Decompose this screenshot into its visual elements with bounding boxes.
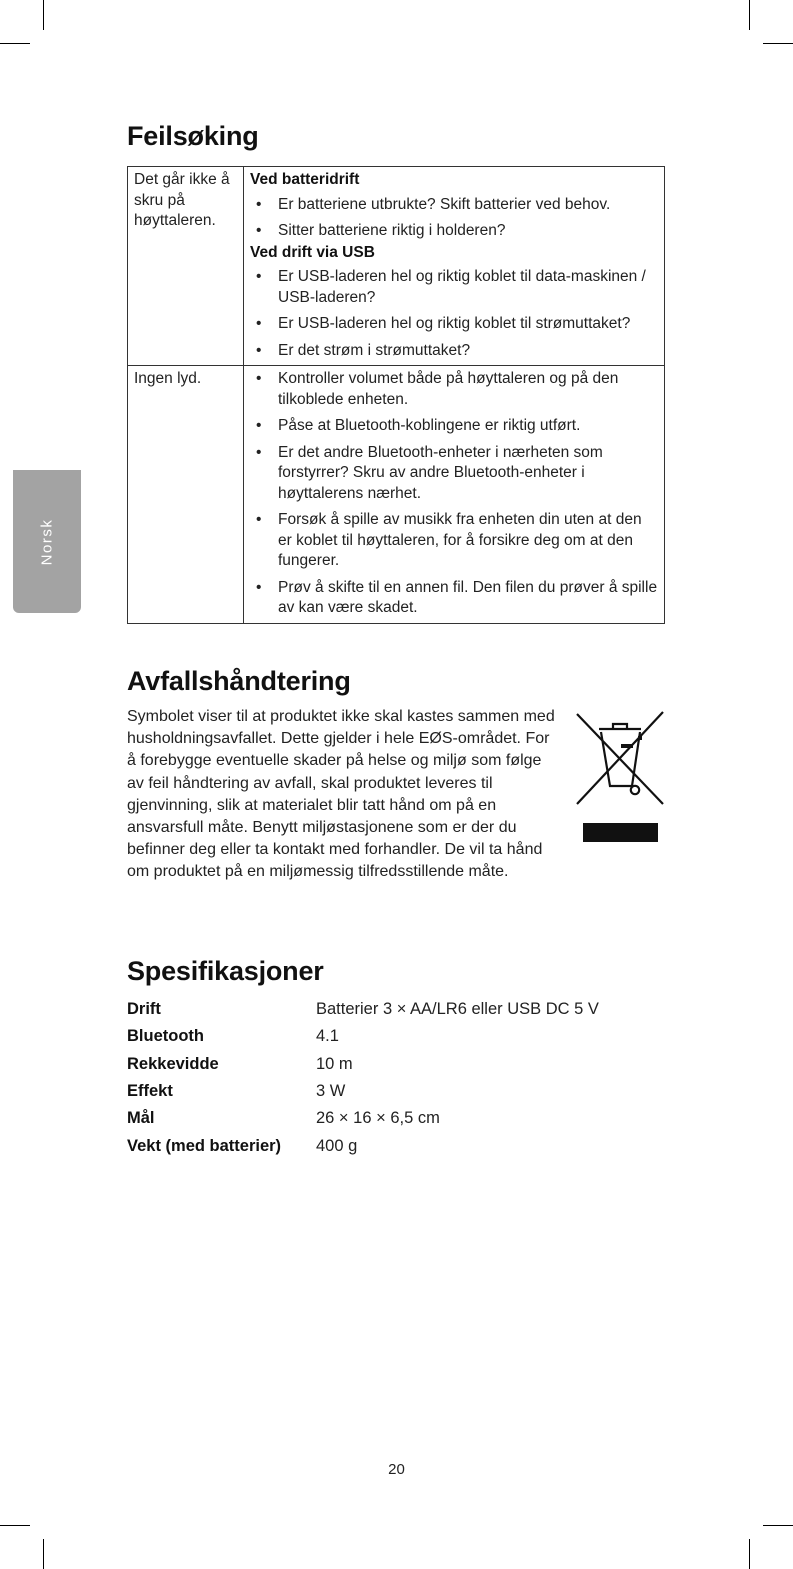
- subheading: Ved drift via USB: [250, 243, 375, 261]
- spec-label: Drift: [127, 1000, 161, 1019]
- crop-mark: [763, 1525, 793, 1526]
- crop-mark: [0, 1525, 30, 1526]
- list-item: • Er det strøm i strømuttaket?: [250, 341, 658, 362]
- list-item: • Sitter batteriene riktig i holderen?: [250, 221, 658, 242]
- spec-label: Effekt: [127, 1082, 173, 1101]
- table-row: [127, 1023, 599, 1050]
- spec-value: 4.1: [316, 1027, 339, 1046]
- table-row: [127, 996, 599, 1023]
- crop-mark: [749, 1539, 750, 1569]
- spec-label: Vekt (med batterier): [127, 1136, 282, 1155]
- spec-value: 400 g: [316, 1136, 358, 1155]
- crop-mark: [43, 0, 44, 30]
- problem-cell: Ingen lyd.: [128, 366, 244, 624]
- language-tab-label: Norsk: [38, 518, 56, 565]
- separate-collection-bar: [583, 823, 658, 842]
- specs-title: Spesifikasjoner: [127, 956, 324, 986]
- list-item: • Er USB-laderen hel og riktig koblet til strømuttaket?: [250, 314, 658, 335]
- spec-value: Batterier 3 × AA/LR6 eller USB DC 5 V: [316, 1000, 599, 1019]
- list-item: • Er batteriene utbrukte? Skift batterier ved behov.: [250, 195, 658, 216]
- problem-cell: Det går ikke å skru på høyttaleren.: [128, 167, 244, 366]
- spec-label: Mål: [127, 1109, 155, 1128]
- subheading: Ved batteridrift: [250, 171, 360, 188]
- table-row: [128, 366, 665, 624]
- crop-mark: [0, 43, 30, 44]
- spec-value: 10 m: [316, 1054, 353, 1073]
- list-item: • Forsøk å spille av musikk fra enheten din uten at den er koblet til høyttaleren, for å forsikre deg om at den fungerer.: [250, 510, 658, 572]
- troubleshooting-title: Feilsøking: [127, 121, 259, 151]
- spec-label: Bluetooth: [127, 1027, 204, 1046]
- list-item: • Kontroller volumet både på høyttaleren og på den tilkoblede enheten.: [250, 369, 658, 410]
- crop-mark: [763, 43, 793, 44]
- spec-value: 26 × 16 × 6,5 cm: [316, 1109, 440, 1128]
- list-item: • Påse at Bluetooth-koblingene er riktig utført.: [250, 416, 658, 437]
- table-row: [127, 1105, 599, 1132]
- list-item: • Prøv å skifte til en annen fil. Den filen du prøver å spille av kan være skadet.: [250, 578, 658, 619]
- waste-paragraph: Symbolet viser til at produktet ikke skal kastes sammen med husholdningsavfallet. Dette gjelder i hele EØS-området. For å forebygge eventuelle skader på helse og miljø som følge av feil håndtering av avfall, skal produktet leveres til gjenvinning, slik at materialet blir tatt hånd om på en ansvarsfull måte. Benytt miljøstasjonene som er der du befinner deg eller ta kontakt med forhandler. De vil ta hånd om produktet på en miljømessig tilfredsstillende måte.: [127, 708, 555, 881]
- list-item: • Er det andre Bluetooth-enheter i nærheten som forstyrrer? Skru av andre Bluetooth-enheter i høyttalerens nærhet.: [250, 443, 658, 505]
- crop-mark: [749, 0, 750, 30]
- table-row: [127, 1051, 599, 1078]
- table-row: [127, 1132, 599, 1159]
- spec-value: 3 W: [316, 1082, 346, 1101]
- solution-cell: [244, 366, 665, 624]
- table-row: [128, 167, 665, 366]
- language-side-tab: [13, 470, 81, 613]
- weee-crossed-bin-icon: [573, 708, 667, 808]
- crop-mark: [43, 1539, 44, 1569]
- specs-table: [127, 996, 599, 1160]
- spec-label: Rekkevidde: [127, 1054, 219, 1073]
- troubleshooting-table: [127, 166, 665, 624]
- table-row: [127, 1078, 599, 1105]
- page-number: 20: [388, 1461, 405, 1478]
- solution-cell: [244, 167, 665, 366]
- waste-title: Avfallshåndtering: [127, 666, 351, 696]
- list-item: • Er USB-laderen hel og riktig koblet til data-maskinen / USB-laderen?: [250, 267, 658, 308]
